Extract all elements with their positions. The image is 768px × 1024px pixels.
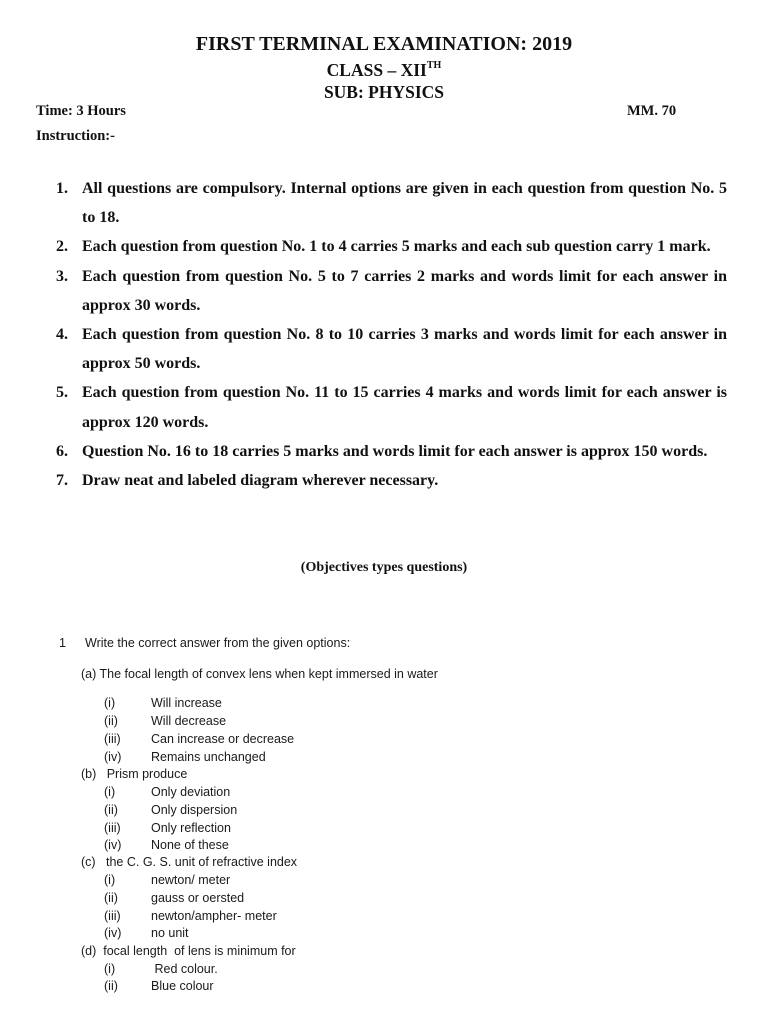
option-number: (iv): [104, 926, 122, 940]
exam-title: FIRST TERMINAL EXAMINATION: 2019: [195, 33, 573, 55]
instruction-text: Each question from question No. 5 to 7 carries 2 marks and words limit for each answer in approx 30 words.: [82, 267, 727, 314]
instruction-number: 3.: [56, 267, 68, 285]
instruction-number: 7.: [56, 472, 68, 490]
sub-question-c: (c) the C. G. S. unit of refractive index: [81, 855, 298, 869]
instruction-number: 5.: [56, 384, 68, 402]
option-text: gauss or oersted: [151, 891, 245, 905]
instruction-item: [56, 232, 727, 261]
sub-question-b: (b) Prism produce: [81, 767, 188, 781]
time-label: Time: 3 Hours: [36, 103, 126, 119]
class-label: [0, 60, 768, 81]
option-number: (i): [104, 962, 116, 976]
instruction-item: [56, 466, 727, 495]
instruction-text: Each question from question No. 11 to 15 carries 4 marks and words limit for each answer is approx 120 words.: [82, 384, 727, 431]
instruction-item: [56, 320, 727, 378]
option-text: Only dispersion: [151, 803, 238, 817]
objective-heading: (Objectives types questions): [300, 560, 468, 575]
option-number: (iv): [104, 838, 122, 852]
sub-question-d: (d) focal length of lens is minimum for: [81, 944, 296, 958]
max-marks-label: MM. 70: [627, 103, 677, 119]
sub-question-a: (a) The focal length of convex lens when kept immersed in water: [81, 667, 438, 681]
option-number: (ii): [104, 979, 118, 993]
option-text: Will decrease: [151, 714, 227, 728]
instruction-number: 1.: [56, 180, 68, 197]
option-number: (i): [104, 696, 116, 710]
instruction-item: [56, 262, 727, 320]
instruction-number: 2.: [56, 238, 68, 256]
option-number: (iii): [104, 732, 121, 746]
instruction-label: Instruction:-: [36, 128, 115, 144]
subject-label: SUB: PHYSICS: [323, 82, 445, 102]
option-text: Can increase or decrease: [151, 732, 295, 746]
option-text: Only reflection: [151, 821, 231, 835]
option-number: (ii): [104, 803, 118, 817]
instruction-number: 4.: [56, 326, 68, 344]
instruction-text: All questions are compulsory. Internal options are given in each question from question No. 5 to 18.: [82, 180, 727, 227]
instruction-text: Question No. 16 to 18 carries 5 marks and words limit for each answer is approx 150 words.: [82, 442, 708, 460]
option-number: (ii): [104, 891, 118, 905]
instruction-number: 6.: [56, 442, 68, 460]
option-text: no unit: [151, 926, 189, 940]
instruction-item: [56, 437, 727, 466]
option-number: (iv): [104, 750, 122, 764]
option-text: Remains unchanged: [151, 750, 266, 764]
option-text: Only deviation: [151, 785, 231, 799]
option-number: (ii): [104, 714, 118, 728]
option-text: newton/ampher- meter: [151, 909, 277, 923]
instruction-item: [56, 174, 727, 232]
instruction-item: [56, 378, 727, 436]
class-text: CLASS – XII: [326, 60, 427, 80]
option-text: Red colour.: [151, 962, 218, 976]
class-superscript: TH: [426, 60, 442, 71]
instruction-text: Each question from question No. 8 to 10 carries 3 marks and words limit for each answer in approx 50 words.: [82, 326, 727, 373]
option-number: (i): [104, 785, 116, 799]
option-text: newton/ meter: [151, 873, 231, 887]
option-number: (i): [104, 873, 116, 887]
option-number: (iii): [104, 909, 121, 923]
option-number: (iii): [104, 821, 121, 835]
instructions-list: [0, 174, 768, 495]
option-text: Blue colour: [151, 979, 214, 993]
option-text: None of these: [151, 838, 229, 852]
question-text: Write the correct answer from the given options:: [85, 636, 351, 650]
instruction-text: Draw neat and labeled diagram wherever necessary.: [82, 472, 439, 490]
question-number: 1: [59, 636, 66, 650]
option-text: Will increase: [151, 696, 222, 710]
instruction-text: Each question from question No. 1 to 4 carries 5 marks and each sub question carry 1 mark.: [82, 238, 711, 256]
